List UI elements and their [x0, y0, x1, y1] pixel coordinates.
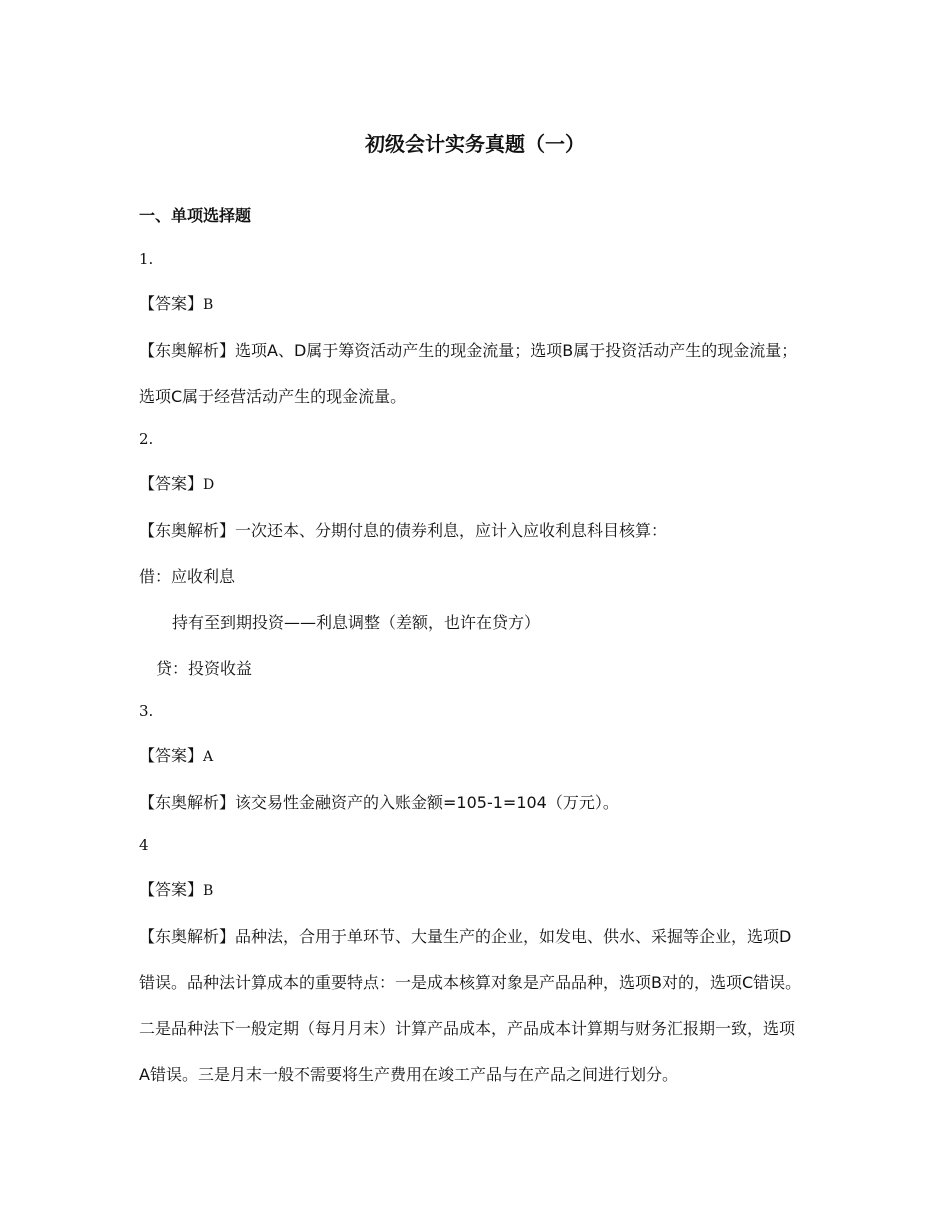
answer-tag: 【答案】 — [139, 474, 204, 493]
analysis-tag: 【东奥解析】 — [139, 521, 236, 540]
analysis-text: A错误。三是月末一般不需要将生产费用在竣工产品与在产品之间进行划分。 — [139, 1065, 678, 1084]
analysis-text: 选项A、D属于筹资活动产生的现金流量；选项B属于投资活动产生的现金流量； — [235, 341, 798, 360]
analysis-line — [139, 790, 619, 813]
journal-entry-debit-sub: 持有至到期投资——利息调整（差额，也许在贷方） — [172, 613, 541, 632]
answer-line — [139, 471, 214, 494]
answer-value: A — [203, 749, 214, 765]
analysis-line — [139, 338, 797, 361]
section-heading: 一、单项选择题 — [139, 206, 252, 225]
question-number: 1. — [139, 250, 154, 268]
question-number: 2. — [139, 430, 154, 448]
analysis-tag: 【东奥解析】 — [139, 341, 236, 360]
answer-line — [139, 743, 213, 766]
analysis-line — [139, 518, 667, 541]
analysis-line — [139, 924, 791, 947]
answer-tag: 【答案】 — [139, 880, 204, 899]
analysis-text: 选项C属于经营活动产生的现金流量。 — [139, 387, 407, 406]
answer-value: D — [203, 477, 215, 493]
analysis-text: 该交易性金融资产的入账金额=105-1=104（万元）。 — [235, 793, 619, 812]
answer-line — [139, 291, 213, 314]
journal-entry-credit: 贷：投资收益 — [156, 659, 253, 678]
analysis-text: 一次还本、分期付息的债券利息，应计入应收利息科目核算： — [235, 521, 668, 540]
answer-tag: 【答案】 — [139, 294, 204, 313]
question-number: 3. — [139, 702, 154, 720]
answer-line — [139, 877, 213, 900]
page-title: 初级会计实务真题（一） — [365, 132, 585, 156]
analysis-text: 二是品种法下一般定期（每月月末）计算产品成本，产品成本计算期与财务汇报期一致，选项 — [139, 1019, 796, 1038]
analysis-text: 品种法，合用于单环节、大量生产的企业，如发电、供水、采掘等企业，选项D — [235, 927, 792, 946]
answer-value: B — [203, 297, 214, 313]
journal-entry-debit: 借：应收利息 — [139, 567, 236, 586]
analysis-text: 错误。品种法计算成本的重要特点：一是成本核算对象是产品品种，选项B对的，选项C错误。 — [139, 973, 802, 992]
answer-value: B — [203, 883, 214, 899]
question-number: 4 — [139, 836, 149, 854]
analysis-tag: 【东奥解析】 — [139, 927, 236, 946]
answer-tag: 【答案】 — [139, 746, 204, 765]
analysis-tag: 【东奥解析】 — [139, 793, 236, 812]
